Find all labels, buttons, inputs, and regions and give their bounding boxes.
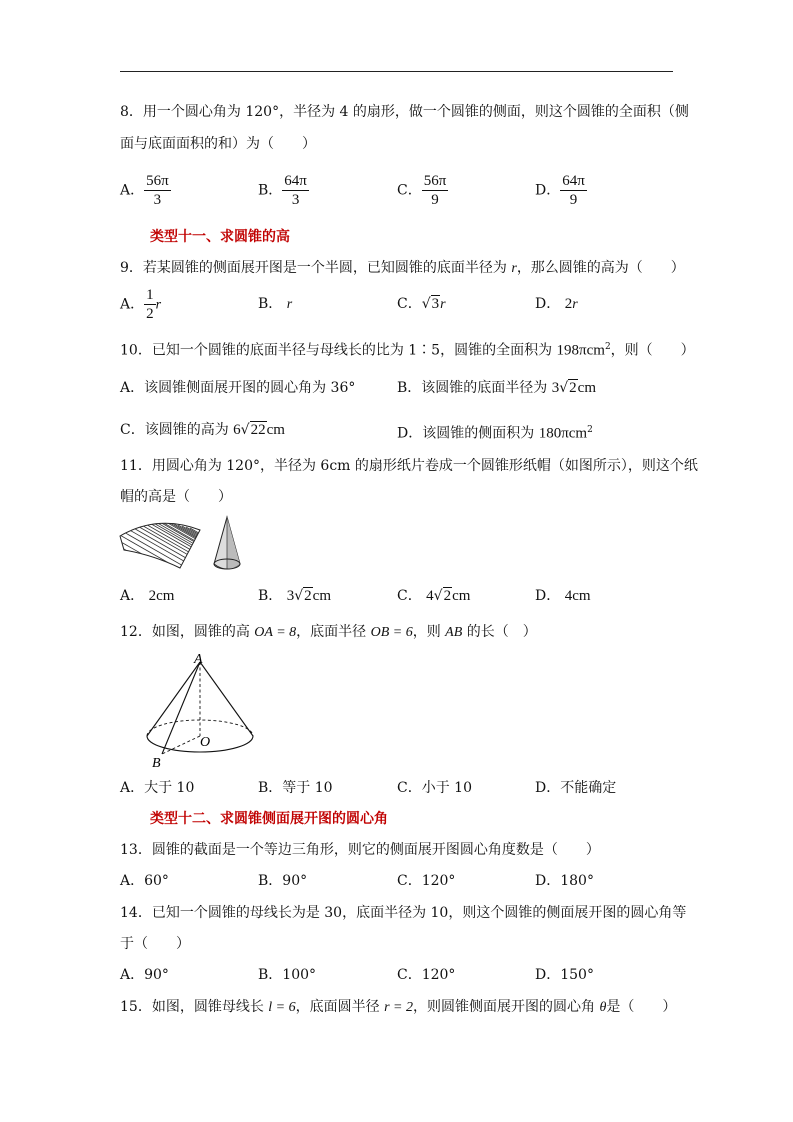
q9-option-d[interactable]: D． 2r xyxy=(535,296,578,312)
header-rule xyxy=(120,71,673,72)
fraction: $\frac{64\pi}{9}$ xyxy=(562,173,585,208)
q14-option-a[interactable]: A．90° xyxy=(120,967,169,983)
q13-option-a[interactable]: A．60° xyxy=(120,873,169,889)
q10-stem: 10．已知一个圆锥的底面半径与母线长的比为 1∶5，圆锥的全面积为 198πcm$^2$，则（ ） xyxy=(120,342,695,359)
q8-option-c[interactable]: C． $\frac{56\pi}{9}$ xyxy=(397,173,447,208)
q11-option-d[interactable]: D． 4cm xyxy=(535,588,591,604)
q8-option-b[interactable]: B． $\frac{64\pi}{3}$ xyxy=(258,173,307,208)
point-b-label: B xyxy=(152,756,161,770)
q8-option-d[interactable]: D． $\frac{64\pi}{9}$ xyxy=(535,173,585,208)
q11-option-c[interactable]: C． 4√2cm xyxy=(397,588,471,604)
q10-option-a[interactable]: A．该圆锥侧面展开图的圆心角为 36° xyxy=(120,380,356,396)
q8-line1: 8．用一个圆心角为 120°，半径为 4 的扇形，做一个圆锥的侧面，则这个圆锥的全面积（侧 xyxy=(120,104,689,120)
q11-line1: 11．用圆心角为 120°，半径为 6cm 的扇形纸片卷成一个圆锥形纸帽（如图所示），则这个纸 xyxy=(120,458,698,474)
q13-stem: 13．圆锥的截面是一个等边三角形，则它的侧面展开图圆心角度数是（ ） xyxy=(120,842,600,858)
q14-option-c[interactable]: C．120° xyxy=(397,967,456,983)
point-o-label: O xyxy=(200,735,211,750)
q8-line2: 面与底面面积的和）为（ ） xyxy=(120,136,316,152)
cone-hat-figure xyxy=(206,514,248,574)
q14-line2: 于（ ） xyxy=(120,936,190,952)
q14-option-d[interactable]: D．150° xyxy=(535,967,594,983)
fraction: $\frac{56\pi}{3}$ xyxy=(146,173,169,208)
q8-option-a[interactable]: A． $\frac{56\pi}{3}$ xyxy=(120,173,169,208)
sector-paper-figure xyxy=(118,518,278,573)
radical-icon: √ xyxy=(559,380,569,396)
q15-stem: 15．如图，圆锥母线长 l = 6，底面圆半径 r = 2，则圆锥侧面展开图的圆心角 θ是（ ） xyxy=(120,999,677,1015)
q9-option-b[interactable]: B． r xyxy=(258,296,293,312)
radical-icon: √ xyxy=(433,588,443,604)
q10-option-c[interactable]: C．该圆锥的高为 6√22cm xyxy=(120,422,285,438)
q13-option-d[interactable]: D．180° xyxy=(535,873,594,889)
q13-option-b[interactable]: B．90° xyxy=(258,873,308,889)
q11-line2: 帽的高是（ ） xyxy=(120,489,232,505)
cone-figure xyxy=(140,648,260,770)
radical-icon: √ xyxy=(240,422,250,438)
q10-option-d[interactable]: D．该圆锥的侧面积为 180πcm$^2$ xyxy=(397,425,593,442)
q12-option-d[interactable]: D．不能确定 xyxy=(535,780,617,796)
q14-line1: 14．已知一个圆锥的母线长为是 30，底面半径为 10，则这个圆锥的侧面展开图的圆心角等 xyxy=(120,905,687,921)
radical-icon: √ xyxy=(421,296,431,312)
section-heading-12: 类型十二、求圆锥侧面展开图的圆心角 xyxy=(150,811,388,827)
q9-stem: 9．若某圆锥的侧面展开图是一个半圆，已知圆锥的底面半径为 r，那么圆锥的高为（ ） xyxy=(120,260,685,276)
q12-stem: 12．如图，圆锥的高 OA = 8，底面半径 OB = 6，则 AB 的长（ ） xyxy=(120,624,537,640)
section-heading-11: 类型十一、求圆锥的高 xyxy=(150,229,290,245)
q14-option-b[interactable]: B．100° xyxy=(258,967,317,983)
q13-option-c[interactable]: C．120° xyxy=(397,873,456,889)
q12-option-a[interactable]: A．大于 10 xyxy=(120,780,195,796)
radical-icon: √ xyxy=(294,588,304,604)
q9-option-c[interactable]: C．√3r xyxy=(397,296,446,312)
q9-option-a[interactable]: A． $\frac{1}{2}$ r xyxy=(120,287,162,322)
fraction: $\frac{64\pi}{3}$ xyxy=(284,173,307,208)
fraction: $\frac{1}{2}$ xyxy=(146,287,154,322)
q11-option-b[interactable]: B． 3√2cm xyxy=(258,588,331,604)
q12-option-b[interactable]: B．等于 10 xyxy=(258,780,333,796)
q10-option-b[interactable]: B．该圆锥的底面半径为 3√2cm xyxy=(397,380,596,396)
fraction: $\frac{56\pi}{9}$ xyxy=(423,173,447,208)
q12-option-c[interactable]: C．小于 10 xyxy=(397,780,472,796)
q11-option-a[interactable]: A． 2cm xyxy=(120,588,175,604)
point-a-label: A xyxy=(194,652,203,667)
